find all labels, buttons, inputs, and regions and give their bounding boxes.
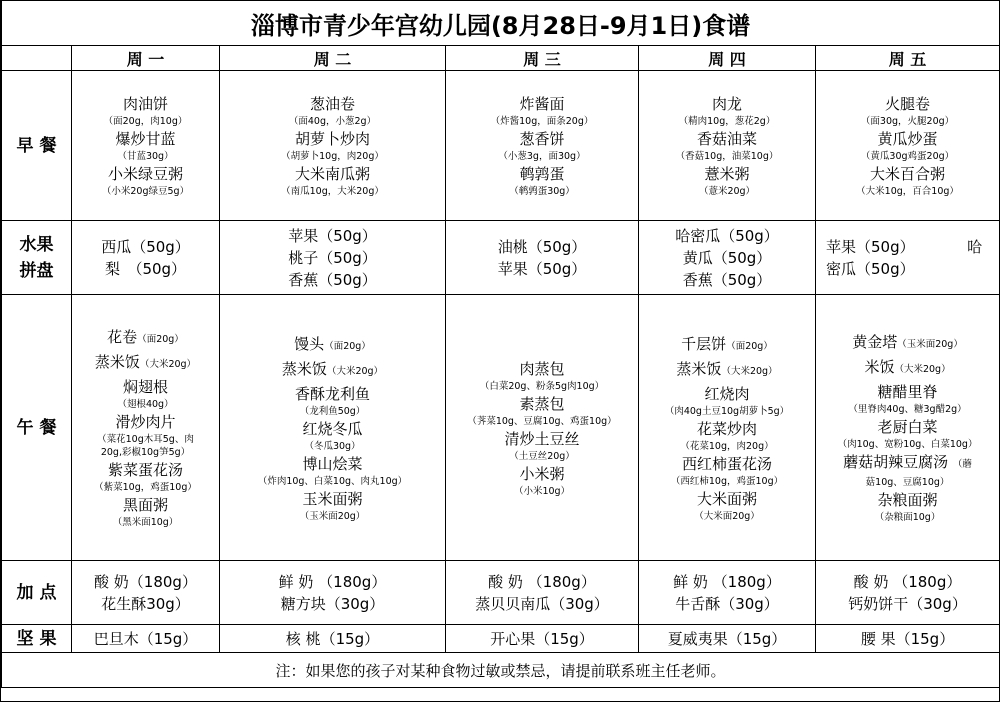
item-line: 油桃（50g）: [497, 237, 587, 256]
dish-name: 大米面粥: [696, 489, 757, 508]
ingredient-note: （土豆丝20g）: [509, 450, 575, 462]
dish-name: 杂粮面粥: [877, 491, 938, 509]
ingredient-note: （甘蓝30g）: [117, 151, 174, 162]
snack-cell: [446, 561, 639, 625]
dish-label: 蒸米饭: [676, 359, 722, 378]
dish-label: 蒸米饭: [281, 359, 327, 378]
fruit-cell: [639, 221, 816, 295]
fruit-cell: [220, 221, 446, 295]
page-title: 淄博市青少年宫幼儿园(8月28日-9月1日)食谱: [2, 1, 1000, 46]
breakfast-cell: [220, 71, 446, 221]
dish-name: 西红柿蛋花汤: [681, 454, 772, 473]
ingredient-note: （小米10g）: [513, 485, 571, 497]
nuts-cell: 巴旦木（15g）: [72, 625, 220, 653]
item-line: 苹果（50g）: [288, 226, 377, 245]
dish-name: 葱油卷: [309, 95, 355, 113]
dish-name: 小米绿豆粥: [107, 165, 183, 183]
breakfast-cell: [639, 71, 816, 221]
ingredient-note: （面20g）: [726, 340, 773, 352]
dish-name: [639, 358, 815, 383]
dish-name: 香菇油菜: [696, 130, 757, 148]
ingredient-note: （大米20g）: [326, 365, 384, 377]
row-label-fruit: [2, 221, 72, 295]
ingredient-note: （面20g）: [137, 334, 184, 345]
dish-name: 大米百合粥: [870, 165, 946, 183]
dish-name: [816, 356, 999, 381]
dish-name: 肉龙: [711, 95, 742, 113]
day-header: 周 二: [220, 46, 446, 71]
dish-name: 清炒土豆丝: [504, 429, 580, 448]
dish-name: 大米南瓜粥: [294, 165, 370, 183]
lunch-row: [2, 295, 1000, 561]
ingredient-note: （肉40g土豆10g胡萝卜5g）: [664, 405, 790, 417]
ingredient-note: （龙利鱼50g）: [299, 405, 366, 417]
day-header: 周 一: [72, 46, 220, 71]
item-line: 苹果（50g）: [497, 259, 587, 278]
dish-label: 黄金塔: [852, 333, 898, 351]
day-header: 周 四: [639, 46, 816, 71]
row-label-fruit-line2: 拼盘: [19, 260, 54, 281]
dish-name: 胡萝卜炒肉: [294, 130, 370, 148]
dish-name: 爆炒甘蓝: [115, 130, 176, 148]
ingredient-note: （面30g，火腿20g）: [860, 116, 955, 127]
dish-name: 肉油饼: [122, 95, 168, 113]
ingredient-note: （大米20g）: [894, 364, 951, 375]
ingredient-note: （面20g，肉10g）: [103, 116, 188, 127]
dish-name: 黄瓜炒蛋: [877, 130, 938, 148]
ingredient-note: （里脊肉40g、糖3g醋2g）: [848, 404, 967, 415]
dish-name: 鹌鹑蛋: [519, 165, 565, 183]
ingredient-note: 菇10g、豆腐10g）: [865, 477, 950, 488]
dish-name: [220, 333, 445, 358]
weekly-menu-table: [1, 1, 1000, 688]
item-line: 牛舌酥（30g）: [675, 594, 779, 613]
fruit-cell: [446, 221, 639, 295]
item-line: 酸 奶 （180g）: [853, 572, 962, 591]
dish-name: [816, 331, 999, 356]
dish-name: [639, 333, 815, 358]
item-line: 鲜 奶 （180g）: [673, 572, 781, 591]
dish-name: 滑炒肉片: [115, 413, 176, 431]
row-label-breakfast: 早 餐: [2, 71, 72, 221]
ingredient-note: （花菜10g，肉20g）: [680, 440, 774, 452]
ingredient-note: （黄瓜30g鸡蛋20g）: [860, 151, 955, 162]
ingredient-note: （菜花10g木耳5g、肉: [97, 434, 194, 445]
dish-name: [72, 326, 219, 351]
lunch-cell: [816, 295, 1000, 561]
ingredient-note: （大米20g）: [139, 359, 197, 370]
dish-name: 花菜炒肉: [696, 419, 757, 438]
snack-cell: [639, 561, 816, 625]
item-line: 密瓜（50g）: [826, 259, 915, 278]
dish-name: 葱香饼: [519, 130, 565, 148]
breakfast-cell: [816, 71, 1000, 221]
dish-label: 花卷: [107, 328, 138, 346]
item-line: 蒸贝贝南瓜（30g）: [475, 594, 609, 613]
dish-name: [816, 451, 999, 476]
row-label-lunch: 午 餐: [2, 295, 72, 561]
ingredient-note: （玉米面20g）: [299, 510, 366, 522]
item-line: 西瓜（50g）: [101, 237, 190, 256]
nuts-row: [2, 625, 1000, 653]
item-line: 鲜 奶 （180g）: [278, 572, 387, 591]
fruit-cell: [72, 221, 220, 295]
lunch-cell: [72, 295, 220, 561]
dish-name: 红烧肉: [704, 384, 750, 403]
ingredient-note: （西红柿10g，鸡蛋10g）: [670, 475, 784, 487]
row-label-fruit-line1: 水果: [19, 234, 54, 255]
snack-cell: [816, 561, 1000, 625]
item-line: 酸 奶 （180g）: [488, 572, 596, 591]
ingredient-note: （荠菜10g、豆腐10g、鸡蛋10g）: [467, 415, 617, 427]
fruit-cell: [816, 221, 1000, 295]
dish-name: 小米粥: [519, 464, 565, 483]
ingredient-note: （鹌鹑蛋30g）: [509, 186, 575, 197]
snack-cell: [72, 561, 220, 625]
nuts-cell: 开心果（15g）: [446, 625, 639, 653]
row-label-snack: 加 点: [2, 561, 72, 625]
dish-name: 紫菜蛋花汤: [107, 461, 183, 479]
dish-label: 蘑菇胡辣豆腐汤: [843, 453, 949, 471]
dish-name: 薏米粥: [704, 165, 750, 183]
breakfast-cell: [72, 71, 220, 221]
dish-name: 香酥龙利鱼: [294, 384, 370, 403]
item-line: 酸 奶（180g）: [94, 572, 197, 591]
ingredient-note: （面40g，小葱2g）: [288, 116, 377, 127]
dish-name: 素蒸包: [519, 394, 565, 413]
day-header: 周 三: [446, 46, 639, 71]
item-line: 钙奶饼干（30g）: [848, 594, 967, 613]
dish-name: 肉蒸包: [519, 359, 565, 378]
dish-name: 老厨白菜: [877, 418, 938, 436]
item-line: 糖方块（30g）: [280, 594, 385, 613]
ingredient-note: （胡萝卜10g，肉20g）: [281, 151, 384, 162]
item-line: 哈密瓜（50g）: [675, 226, 779, 245]
item-line: 梨 （50g）: [104, 259, 187, 278]
dish-name: 黑面粥: [122, 496, 168, 514]
ingredient-note: （白菜20g、粉条5g肉10g）: [479, 380, 605, 392]
ingredient-note: （小葱3g，面30g）: [498, 151, 586, 162]
note-row: [2, 653, 1000, 688]
ingredient-note: （炸肉10g、白菜10g、肉丸10g）: [257, 475, 408, 487]
ingredient-note: （肉10g、宽粉10g、白菜10g）: [837, 439, 978, 450]
ingredient-note: （杂粮面10g）: [874, 512, 941, 523]
item-line: 桃子（50g）: [288, 248, 377, 267]
dish-label: 米饭: [864, 358, 895, 376]
dish-name: 玉米面粥: [302, 489, 363, 508]
nuts-cell: 夏威夷果（15g）: [639, 625, 816, 653]
weekday-header-row: [2, 46, 1000, 71]
dish-name: [72, 351, 219, 376]
ingredient-note: 20g,彩椒10g笋5g）: [100, 447, 191, 458]
fruit-row: [2, 221, 1000, 295]
ingredient-note: （薏米20g）: [698, 186, 756, 197]
lunch-cell: [639, 295, 816, 561]
item-line: 香蕉（50g）: [288, 270, 377, 289]
ingredient-note: （香菇10g，油菜10g）: [675, 151, 779, 162]
ingredient-note: （大米10g，百合10g）: [856, 186, 959, 197]
allergy-note: 注：如果您的孩子对某种食物过敏或禁忌，请提前联系班主任老师。: [2, 653, 1000, 688]
ingredient-note: （大米面20g）: [694, 510, 760, 522]
item-line: 苹果（50g） 哈: [826, 237, 983, 256]
ingredient-note: （小米20g绿豆5g）: [101, 186, 190, 197]
ingredient-note: （冬瓜30g）: [304, 440, 361, 452]
dish-label: 千层饼: [681, 334, 727, 353]
ingredient-note: （黑米面10g）: [112, 517, 179, 528]
breakfast-cell: [446, 71, 639, 221]
dish-name: 焖翅根: [122, 378, 168, 396]
dish-name: 火腿卷: [885, 95, 931, 113]
ingredient-note: （大米20g）: [721, 365, 778, 377]
dish-label: 蒸米饭: [94, 353, 140, 371]
snack-cell: [220, 561, 446, 625]
ingredient-note: （玉米面20g）: [897, 339, 963, 350]
snack-row: [2, 561, 1000, 625]
dish-name: 博山烩菜: [302, 454, 363, 473]
dish-name: 红烧冬瓜: [302, 419, 363, 438]
ingredient-note: （炸酱10g，面条20g）: [490, 116, 594, 127]
dish-label: 馒头: [294, 334, 325, 353]
lunch-cell: [220, 295, 446, 561]
ingredient-note: （南瓜10g，大米20g）: [281, 186, 384, 197]
item-line: 黄瓜（50g）: [682, 248, 772, 267]
header-corner: [2, 46, 72, 71]
ingredient-note: （紫菜10g，鸡蛋10g）: [94, 482, 197, 493]
ingredient-note: （蘑: [948, 459, 972, 470]
nuts-cell: 核 桃（15g）: [220, 625, 446, 653]
ingredient-note: （精肉10g，葱花2g）: [678, 116, 776, 127]
nuts-cell: 腰 果（15g）: [816, 625, 1000, 653]
item-line: 花生酥30g）: [101, 594, 190, 613]
ingredient-note: （面20g）: [324, 340, 371, 352]
breakfast-row: [2, 71, 1000, 221]
lunch-cell: [446, 295, 639, 561]
item-line: 香蕉（50g）: [682, 270, 772, 289]
row-label-nuts: 坚 果: [2, 625, 72, 653]
dish-name: 炸酱面: [519, 95, 565, 113]
dish-name: 糖醋里脊: [877, 383, 938, 401]
ingredient-note: （翅根40g）: [117, 399, 174, 410]
dish-name: [220, 358, 445, 383]
day-header: 周 五: [816, 46, 1000, 71]
